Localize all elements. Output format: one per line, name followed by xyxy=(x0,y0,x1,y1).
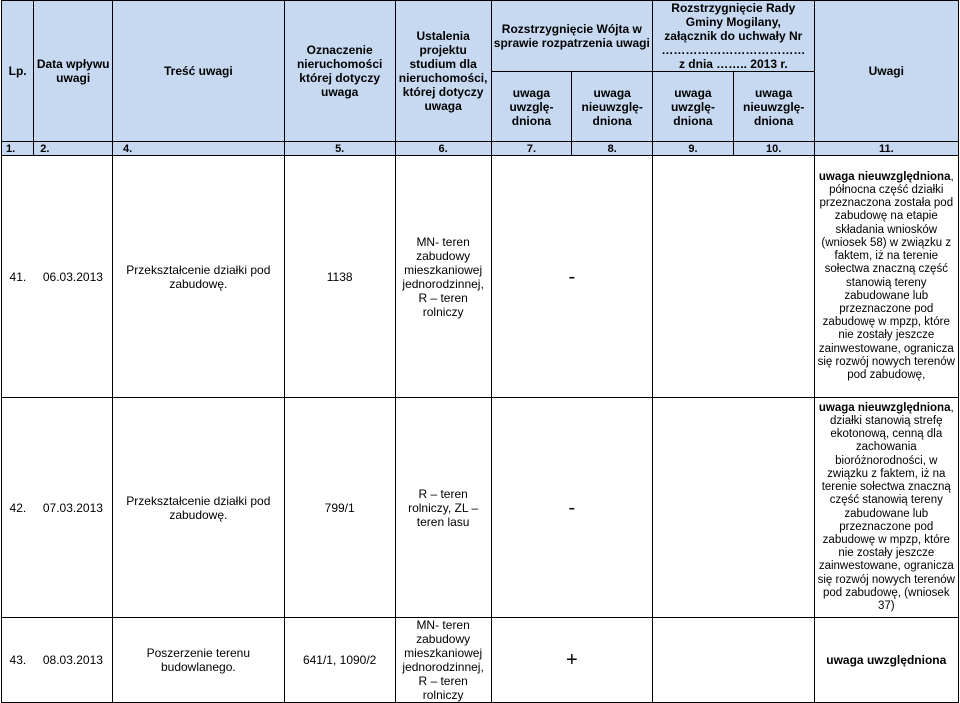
header-date: Data wpływu uwagi xyxy=(34,1,113,142)
table-row xyxy=(2,156,959,398)
table-row xyxy=(2,618,959,703)
council-line-3: ……………………………… xyxy=(661,43,806,57)
row-lp: 42. xyxy=(2,398,34,618)
council-line-4: z dnia …….. 2013 r. xyxy=(678,57,788,71)
header-council-accepted: uwaga uwzglę- dniona xyxy=(653,72,734,142)
column-number: 10. xyxy=(733,142,814,156)
row-wojt-decision xyxy=(491,618,653,703)
row-date: 06.03.2013 xyxy=(34,156,113,398)
row-remarks xyxy=(814,398,958,618)
council-line-1: Rozstrzygnięcie Rady Gminy Mogilany, xyxy=(671,1,796,29)
column-number: 5. xyxy=(284,142,395,156)
header-wojt-rejected: uwaga nieuwzglę- dniona xyxy=(572,72,653,142)
row-council-decision xyxy=(653,618,815,703)
row-date: 07.03.2013 xyxy=(34,398,113,618)
row-property: 799/1 xyxy=(284,398,395,618)
row-wojt-accepted: + xyxy=(565,649,578,671)
column-number: 4. xyxy=(113,142,285,156)
column-number: 7. xyxy=(491,142,572,156)
row-lp: 41. xyxy=(2,156,34,398)
row-remarks-verdict: uwaga nieuwzględniona xyxy=(818,170,951,183)
header-wojt-decision: Rozstrzygnięcie Wójta w sprawie rozpatrzenia uwagi xyxy=(491,1,653,72)
column-number: 2. xyxy=(34,142,113,156)
row-remarks-verdict: uwaga uwzględniona xyxy=(826,653,947,667)
header-wojt-accepted: uwaga uwzglę- dniona xyxy=(491,72,572,142)
row-remarks-text: , działki stanowią strefę ekotonową, cenną dla zachowania bioróżnorodności, w związku z faktem, iż na terenie sołectwa znaczną część stanowią tereny zabudowane lub przeznaczone pod zabudowę w mpzp, które nie zostały jeszcze zainwestowane, ogranicza się rozwój nowych terenów pod zabudowę, (wniosek 37) xyxy=(817,401,955,612)
header-findings: Ustalenia projektu studium dla nieruchomości, której dotyczy uwaga xyxy=(395,1,491,142)
column-number: 1. xyxy=(2,142,34,156)
column-number: 9. xyxy=(653,142,734,156)
row-remarks-text: , północna część działki przeznaczona została pod zabudowę na etapie składania wniosków (wniosek 58) w związku z faktem, iż na terenie sołectwa znaczną część stanowią tereny zabudowane lub przeznaczone pod zabudowę w mpzp, które nie zostały jeszcze zainwestowane, ogranicza się rozwój nowych terenów pod zabudowę, xyxy=(817,170,955,381)
council-line-2: załącznik do uchwały Nr xyxy=(664,29,803,43)
header-council-rejected: uwaga nieuwzglę- dniona xyxy=(733,72,814,142)
row-property: 641/1, 1090/2 xyxy=(284,618,395,703)
row-remarks-verdict: uwaga nieuwzględniona xyxy=(818,401,951,414)
column-number: 8. xyxy=(572,142,653,156)
column-numbers-row xyxy=(2,142,959,156)
row-wojt-decision xyxy=(491,398,653,618)
row-content: Przekształcenie działki pod zabudowę. xyxy=(113,156,285,398)
row-findings: MN- teren zabudowy mieszkaniowej jednorodzinnej, R – teren rolniczy xyxy=(395,156,491,398)
row-council-decision xyxy=(653,398,815,618)
resolution-table xyxy=(1,0,959,703)
header-council-decision xyxy=(653,1,815,72)
row-council-decision xyxy=(653,156,815,398)
row-content: Przekształcenie działki pod zabudowę. xyxy=(113,398,285,618)
header-lp: Lp. xyxy=(2,1,34,142)
row-lp: 43. xyxy=(2,618,34,703)
column-number: 11. xyxy=(814,142,958,156)
column-number: 6. xyxy=(395,142,491,156)
row-property: 1138 xyxy=(284,156,395,398)
header-property: Oznaczenie nieruchomości której dotyczy uwaga xyxy=(284,1,395,142)
table-row xyxy=(2,398,959,618)
row-date: 08.03.2013 xyxy=(34,618,113,703)
row-findings: R – teren rolniczy, ZL – teren lasu xyxy=(395,398,491,618)
row-remarks xyxy=(814,156,958,398)
row-wojt-decision xyxy=(491,156,653,398)
row-content: Poszerzenie terenu budowlanego. xyxy=(113,618,285,703)
header-content: Treść uwagi xyxy=(113,1,285,142)
row-wojt-rejected: - xyxy=(568,265,576,288)
header-remarks: Uwagi xyxy=(814,1,958,142)
row-remarks xyxy=(814,618,958,703)
row-findings: MN- teren zabudowy mieszkaniowej jednorodzinnej, R – teren rolniczy xyxy=(395,618,491,703)
row-wojt-rejected: - xyxy=(568,496,576,519)
